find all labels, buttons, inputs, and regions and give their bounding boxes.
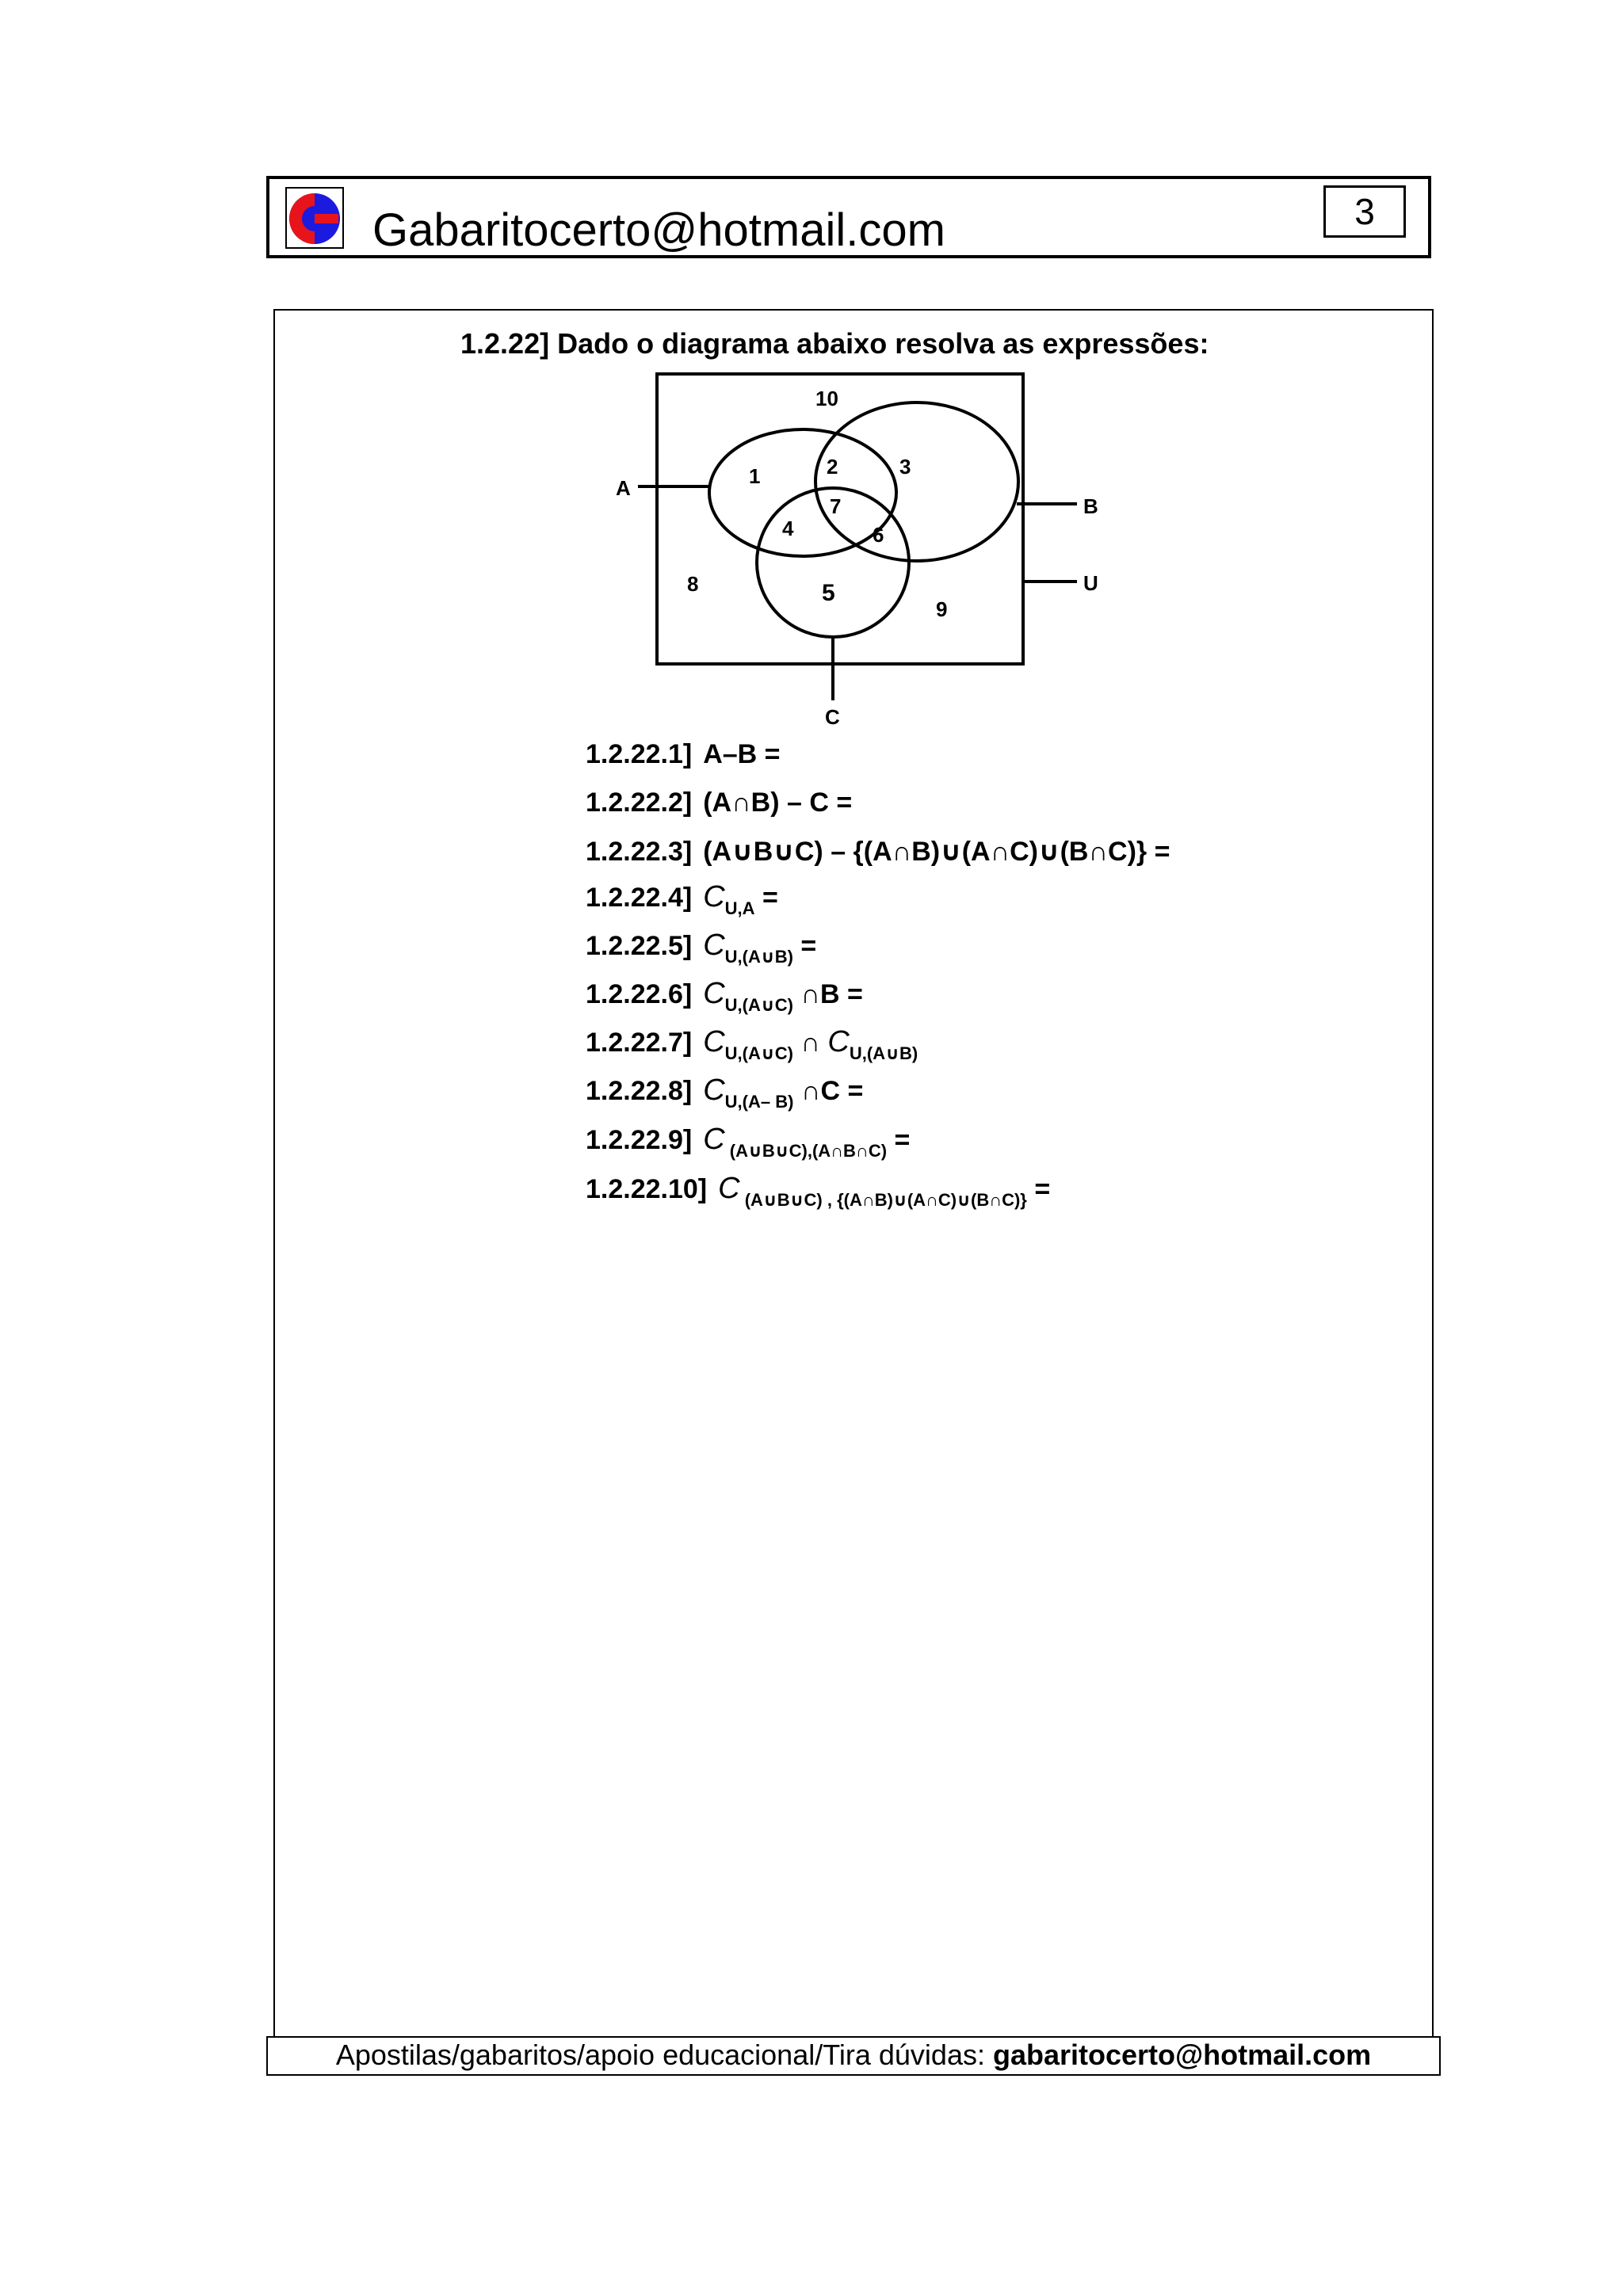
expression-item: 1.2.22.5] $C_{U,(A\cup B)}$ = (586, 929, 817, 967)
expression-item: 1.2.22.1] A–B = (586, 739, 781, 769)
logo-icon (285, 187, 344, 249)
region-7: 7 (830, 494, 842, 518)
venn-diagram (275, 311, 1435, 738)
universe-rect (657, 374, 1023, 664)
expression-item: 1.2.22.4] $C_{U,A}$ = (586, 880, 778, 918)
region-8: 8 (687, 572, 699, 596)
region-4: 4 (782, 517, 794, 540)
label-b: B (1083, 494, 1098, 518)
expression-item: 1.2.22.2] (A∩B) – C = (586, 788, 853, 818)
region-9: 9 (936, 597, 948, 621)
page-header (266, 176, 1431, 258)
label-a: A (616, 476, 631, 500)
region-10: 10 (815, 387, 838, 410)
expression-item: 1.2.22.7] $C_{U,(A\cup C)}$ ∩ $C_{U,(A\cup B)}$ (586, 1025, 918, 1063)
question-title: 1.2.22] Dado o diagrama abaixo resolva as expressões: (460, 327, 1209, 360)
region-5: 5 (822, 580, 835, 606)
expression-item: 1.2.22.3] (A∪B∪C) – {(A∩B)∪(A∩C)∪(B∩C)} = (586, 837, 1170, 867)
expression-item: 1.2.22.8] $C_{U,(A- B)}$ ∩C = (586, 1074, 864, 1112)
expression-item: 1.2.22.10] C $_{(A\cup B\cup C) , \{(A\cap B)\cup(A\cap C)\cup(B\cap C)\}}$ = (586, 1172, 1051, 1210)
expression-item: 1.2.22.9] C $_{(A\cup B\cup C),(A\cap B\cap C)}$ = (586, 1123, 911, 1161)
page-number: 3 (1323, 185, 1406, 238)
region-1: 1 (749, 464, 761, 488)
footer-email: gabaritocerto@hotmail.com (992, 2039, 1372, 2071)
footer-text: Apostilas/gabaritos/apoio educacional/Tira dúvidas: (335, 2039, 993, 2071)
region-3: 3 (899, 455, 911, 479)
page-footer (266, 2036, 1441, 2076)
region-2: 2 (827, 455, 838, 479)
content-box (273, 309, 1434, 2036)
set-b-circle (815, 402, 1018, 561)
expression-item: 1.2.22.6] $C_{U,(A\cup C)}$ ∩B = (586, 977, 863, 1015)
label-c: C (825, 705, 840, 729)
header-email: Gabaritocerto@hotmail.com (372, 204, 945, 256)
region-6: 6 (873, 523, 884, 547)
label-u: U (1083, 571, 1098, 595)
